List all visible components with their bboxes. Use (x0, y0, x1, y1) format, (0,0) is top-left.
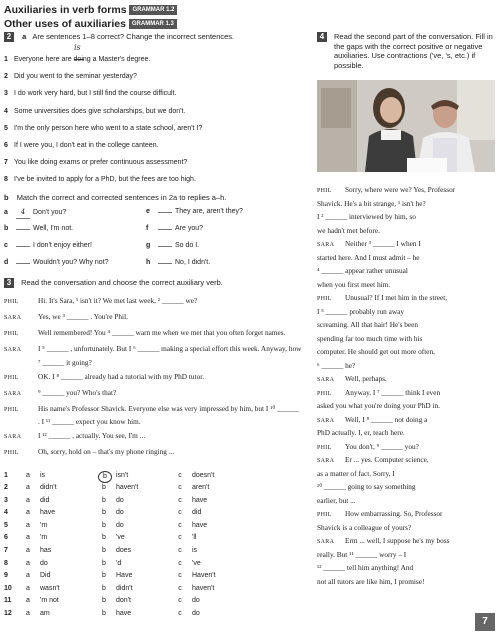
conversation-line (317, 521, 497, 535)
option-number: 7 (4, 547, 8, 555)
option-value-b[interactable]: haven't (116, 484, 139, 492)
option-letter-c[interactable]: c (178, 496, 182, 504)
option-letter-c[interactable]: c (178, 521, 182, 529)
dialogue-text: I ¹² ______ , actually. You see, I'm ... (38, 431, 146, 440)
option-value-a[interactable]: do (40, 559, 48, 567)
reply-item (4, 240, 92, 252)
conversation-line (317, 548, 497, 562)
dialogue-line (4, 446, 302, 460)
reply-item (146, 240, 199, 252)
line-text: I ⁵ ______ probably run away (317, 306, 405, 316)
dialogue (4, 295, 302, 460)
sentence-number: 5 (4, 124, 8, 132)
dialogue-line (4, 387, 302, 401)
dialogue-line (4, 371, 302, 385)
option-row (4, 507, 302, 520)
option-letter-a[interactable]: a (26, 509, 30, 517)
reply-letter: b (4, 224, 9, 232)
option-row (4, 570, 302, 583)
option-number: 12 (4, 610, 12, 618)
speaker-name: PHIL (317, 444, 332, 451)
option-number: 3 (4, 496, 8, 504)
option-letter-a[interactable]: a (26, 534, 30, 542)
conversation-line (317, 197, 497, 211)
option-row (4, 482, 302, 495)
sentence-number: 1 (4, 56, 8, 63)
conversation-line (317, 399, 497, 413)
conversation-line (317, 480, 497, 494)
line-text: not all tutors are like him, I promise! (317, 576, 425, 586)
reply-text: No, I didn't. (175, 258, 211, 266)
line-text: Well, perhaps. (345, 374, 387, 383)
sentence-item (4, 51, 300, 68)
option-value-c[interactable]: doesn't (192, 471, 215, 479)
sentence-text: Did you went to the seminar yesterday? (14, 73, 137, 81)
speaker-name: SARA (4, 390, 22, 397)
sentence-item (4, 137, 300, 154)
speaker-name: PHIL (4, 299, 19, 305)
line-text: screaming. All that hair! He's been (317, 320, 419, 329)
option-number: 4 (4, 509, 8, 517)
strike-mark (74, 59, 84, 60)
option-row (4, 532, 302, 545)
conversation-line (317, 372, 497, 386)
option-value-c[interactable]: Haven't (192, 572, 216, 580)
option-letter-a[interactable]: a (26, 610, 30, 618)
option-value-c[interactable]: 'll (192, 534, 197, 542)
option-value-b[interactable]: does (116, 547, 132, 555)
option-value-a[interactable]: 'm not (40, 597, 59, 605)
conversation-line (317, 359, 497, 373)
line-text: Well, I ⁸ ______ not doing a (345, 414, 428, 424)
reply-letter: d (4, 258, 9, 266)
line-text: ¹⁰ ______ going to say something (317, 482, 416, 491)
speaker-name: PHIL (4, 374, 19, 381)
speaker-name: SARA (4, 347, 22, 353)
reply-letter: c (4, 241, 8, 249)
dialogue-line (4, 327, 302, 341)
sentence-text: Some universities does give scholarships, but we don't. (14, 107, 186, 115)
answer-blank[interactable] (16, 229, 30, 230)
dialogue-line (4, 311, 302, 325)
option-letter-b[interactable]: b (102, 597, 106, 605)
b-instruction: Match the correct and corrected sentences in 2a to replies a–h. (16, 192, 227, 202)
answer-blank[interactable] (158, 212, 172, 213)
conversation-line (317, 237, 497, 251)
dialogue-text: His name's Professor Shavick. Everyone else was very impressed by him, but I ¹⁰ ______ . I ¹¹ ______ expect you know him. (38, 403, 299, 426)
option-value-a[interactable]: have (40, 509, 56, 517)
sentence-text: I'm the only person here who went to a state school, aren't I? (14, 124, 203, 132)
grammar-badge-2[interactable]: GRAMMAR 1.3 (129, 19, 177, 29)
dialogue-text: Well remembered! You ⁴ ______ warn me when we met that you often forget names. (38, 328, 286, 337)
option-value-c[interactable]: do (192, 610, 200, 618)
dialogue-text: OK. I ⁸ ______ already had a tutorial with my PhD tutor. (38, 371, 205, 381)
speaker-name: SARA (317, 458, 335, 464)
answer-blank[interactable]: 4 (16, 206, 30, 219)
line-text: ¹² ______ tell him anything! And (317, 563, 414, 572)
conversation-line (317, 224, 497, 238)
dialogue-text: Oh, sorry, hold on – that's my phone ringing ... (38, 447, 175, 456)
option-letter-a[interactable]: a (26, 484, 30, 492)
option-letter-b[interactable]: b (102, 521, 106, 529)
conversation-line (317, 251, 497, 265)
option-value-a[interactable]: 'm (40, 534, 48, 542)
conversation-part-2 (317, 183, 497, 588)
line-text: as a matter of fact. Sorry, I (317, 468, 395, 478)
option-value-b[interactable]: do (116, 496, 124, 504)
answer-blank[interactable] (158, 229, 172, 230)
option-value-b[interactable]: do (116, 509, 124, 517)
handwritten-correction: is (74, 43, 81, 52)
option-number: 5 (4, 521, 8, 529)
option-row (4, 583, 302, 596)
conversation-line (317, 453, 497, 467)
option-letter-c[interactable]: c (178, 484, 182, 492)
line-text: Shavick. He's a bit strange, ¹ isn't he? (317, 198, 426, 208)
option-value-c[interactable]: did (192, 509, 202, 517)
sentence-number: 2 (4, 73, 8, 81)
line-text: Er ... yes. Computer science, (345, 455, 429, 464)
option-letter-a[interactable]: a (26, 547, 30, 555)
option-value-a[interactable]: is (40, 471, 46, 479)
option-row (4, 470, 302, 483)
line-text: ⁶ ______ he? (317, 360, 356, 370)
option-letter-a[interactable]: a (26, 584, 30, 592)
dialogue-line (4, 403, 302, 428)
option-letter-c[interactable]: c (178, 534, 182, 542)
speaker-name: SARA (4, 315, 22, 321)
option-row (4, 595, 302, 608)
line-text: Erm ... well, I suppose he's my boss (345, 536, 450, 545)
option-letter-b[interactable]: b (102, 509, 106, 517)
speaker-name: SARA (4, 434, 22, 440)
conversation-line (317, 426, 497, 440)
sentence-text: If I were you, I don't eat in the college canteen. (14, 142, 159, 150)
reply-item (4, 223, 73, 235)
option-value-c[interactable]: is (192, 547, 198, 555)
reply-text: I don't enjoy either! (33, 241, 92, 249)
sentence-text: I do work very hard, but I still find the course difficult. (14, 90, 177, 98)
line-text: really. But ¹¹ ______ worry – I (317, 549, 407, 559)
speaker-name: PHIL (317, 390, 332, 397)
option-letter-b[interactable]: b (102, 534, 106, 542)
option-number: 9 (4, 572, 8, 580)
answer-blank[interactable] (158, 263, 172, 264)
conversation-line (317, 318, 497, 332)
conversation-line (317, 561, 497, 575)
conversation-line (317, 386, 497, 400)
option-row (4, 495, 302, 508)
reply-letter: f (146, 224, 149, 232)
answer-blank[interactable] (16, 263, 30, 264)
sentence-number: 4 (4, 107, 8, 115)
line-text: spending far too much time with his (317, 333, 423, 343)
option-letter-a[interactable]: a (26, 496, 30, 504)
reply-text: Wouldn't you? Why not? (33, 258, 109, 266)
conversation-line (317, 440, 497, 454)
option-letter-b[interactable]: b (98, 471, 112, 483)
option-letter-c[interactable]: c (178, 471, 182, 479)
dialogue-text: Hi. It's Sara, ¹ isn't it? We met last week, ² ______ we? (38, 296, 198, 305)
option-value-a[interactable]: wasn't (40, 584, 60, 592)
option-row (4, 545, 302, 558)
dialogue-line (4, 343, 302, 368)
option-value-b[interactable]: Have (116, 572, 133, 580)
speaker-name: SARA (317, 539, 335, 545)
sentence-number: 7 (4, 159, 8, 167)
conversation-line (317, 507, 497, 521)
option-letter-a[interactable]: a (26, 521, 30, 529)
option-letter-c[interactable]: c (178, 572, 182, 580)
reply-text: So do I. (175, 241, 200, 249)
option-value-b[interactable]: don't (116, 597, 131, 605)
option-letter-b[interactable]: b (102, 547, 106, 555)
reply-item (146, 206, 243, 218)
reply-letter: e (146, 207, 150, 215)
reply-letter: h (146, 258, 151, 266)
dialogue-line (4, 295, 302, 309)
sentence-item (4, 103, 300, 120)
line-text: computer. He should get out more often, (317, 347, 435, 356)
conversation-line (317, 413, 497, 427)
option-value-c[interactable]: haven't (192, 584, 215, 592)
conversation-line (317, 183, 497, 197)
part-letter: a (22, 32, 27, 41)
option-number: 1 (4, 471, 8, 479)
exercise-number: 4 (317, 32, 327, 42)
conversation-line (317, 534, 497, 548)
conversation-line (317, 575, 497, 589)
option-letter-a[interactable]: a (26, 597, 30, 605)
reply-grid (4, 206, 300, 274)
line-text: Unusual? If I met him in the street, (345, 293, 448, 302)
reply-text: Are you? (175, 224, 204, 232)
sentence-number: 8 (4, 176, 8, 184)
grammar-badge-1[interactable]: GRAMMAR 1.2 (129, 5, 177, 15)
reply-item (4, 257, 109, 269)
option-letter-c[interactable]: c (178, 509, 182, 517)
answer-blank[interactable] (16, 246, 30, 247)
option-letter-a[interactable]: a (26, 572, 30, 580)
section-header (4, 4, 177, 31)
speaker-name: PHIL (317, 188, 332, 194)
option-letter-b[interactable]: b (102, 484, 106, 492)
option-number: 11 (4, 597, 12, 605)
option-value-c[interactable]: have (192, 496, 208, 504)
exercise-instruction: Read the conversation and choose the correct auxiliary verb. (21, 278, 223, 287)
reply-letter: g (146, 241, 151, 249)
option-value-c[interactable]: aren't (192, 484, 210, 492)
option-letter-c[interactable]: c (178, 559, 182, 567)
conversation-line (317, 291, 497, 305)
conversation-line (317, 210, 497, 224)
option-value-a[interactable]: am (40, 610, 50, 618)
conversation-line (317, 278, 497, 292)
page-number: 7 (475, 613, 495, 631)
option-value-a[interactable]: Did (40, 572, 51, 580)
option-value-b[interactable]: 'd (116, 559, 122, 567)
exercise-4 (317, 32, 495, 70)
option-row (4, 520, 302, 533)
line-text: we hadn't met before. (317, 225, 380, 235)
speaker-name: PHIL (4, 406, 19, 413)
reply-text: They are, aren't they? (175, 207, 243, 215)
option-row (4, 558, 302, 571)
conversation-line (317, 345, 497, 359)
dialogue-text: I ⁵ ______ , unfortunately. But I ⁶ ______ making a special effort this week. Anyway, how ⁷ ______ it going? (38, 344, 302, 367)
line-text: Neither ³ ______ I when I (345, 239, 421, 248)
reply-item (146, 223, 203, 235)
reply-text: Well, I'm not. (33, 224, 74, 232)
option-value-b[interactable]: didn't (116, 584, 133, 592)
option-letter-b[interactable]: b (102, 584, 106, 592)
speaker-name: PHIL (4, 450, 19, 456)
line-text: How embarrassing. So, Professor (345, 509, 443, 518)
conversation-line (317, 332, 497, 346)
exercise-2 (4, 32, 300, 274)
option-value-c[interactable]: do (192, 597, 200, 605)
dialogue-line (4, 430, 302, 444)
sentence-item (4, 154, 300, 171)
reply-text: Don't you? (33, 208, 67, 216)
line-text: earlier, but ... (317, 495, 356, 505)
reply-item (146, 257, 210, 269)
part-letter-b: b (4, 192, 9, 202)
speaker-name: PHIL (317, 512, 332, 518)
photo-illustration (317, 80, 495, 172)
sentence-list (4, 51, 300, 189)
speaker-name: SARA (317, 417, 335, 424)
line-text: I ² ______ interviewed by him, so (317, 212, 416, 221)
reply-item (4, 206, 66, 219)
option-letter-c[interactable]: c (178, 547, 182, 555)
option-letter-b[interactable]: b (102, 610, 106, 618)
option-value-c[interactable]: 've (192, 559, 201, 567)
sentence-item (4, 85, 300, 102)
option-letter-b[interactable]: b (102, 572, 106, 580)
option-letter-a[interactable]: a (26, 559, 30, 567)
sentence-item (4, 120, 300, 137)
option-letter-b[interactable]: b (102, 496, 106, 504)
exercise-instruction: Read the second part of the conversation. Fill in the gaps with the correct positive or negative auxiliaries. Use contractions ('ve, 's, etc.) if possible. (334, 32, 493, 70)
exercise-instruction: Are sentences 1–8 correct? Change the incorrect sentences. (32, 32, 235, 41)
sentence-item (4, 68, 300, 85)
speaker-name: SARA (317, 377, 335, 383)
option-value-b[interactable]: 've (116, 534, 125, 542)
photo-two-people (317, 80, 495, 172)
line-text: when you first meet him. (317, 279, 391, 289)
option-number: 8 (4, 559, 8, 567)
option-value-a[interactable]: didn't (40, 484, 57, 492)
exercise-number: 3 (4, 278, 14, 288)
line-text: PhD actually. I, er, teach here. (317, 428, 405, 437)
option-value-a[interactable]: has (40, 547, 52, 555)
speaker-name: PHIL (4, 331, 19, 337)
option-value-c[interactable]: have (192, 521, 208, 529)
option-value-b[interactable]: do (116, 521, 124, 529)
option-letter-a[interactable]: a (26, 471, 30, 479)
sentence-item (4, 171, 300, 188)
conversation-line (317, 305, 497, 319)
header-title-2: Other uses of auxiliaries (4, 18, 126, 30)
option-number: 10 (4, 584, 12, 592)
conversation-line (317, 494, 497, 508)
option-value-b[interactable]: have (116, 610, 132, 618)
line-text: ⁴ ______ appear rather unusual (317, 266, 408, 275)
option-letter-b[interactable]: b (102, 559, 106, 567)
exercise-3 (4, 277, 302, 621)
conversation-line (317, 264, 497, 278)
option-letter-c[interactable]: c (178, 597, 182, 605)
line-text: Shavick is a colleague of yours? (317, 522, 412, 532)
option-letter-c[interactable]: c (178, 610, 182, 618)
line-text: Sorry, where were we? Yes, Professor (345, 185, 456, 194)
sentence-text: Everyone here are doing a Master's degree. (14, 56, 151, 63)
option-value-b[interactable]: isn't (116, 471, 129, 479)
dialogue-text: Yes, we ³ ______ . You're Phil. (38, 312, 128, 321)
line-text: started here. And I must admit – he (317, 252, 420, 262)
option-value-a[interactable]: did (40, 496, 50, 504)
speaker-name: PHIL (317, 296, 332, 302)
dialogue-text: ⁹ ______ you? Who's that? (38, 387, 117, 397)
line-text: Anyway. I ⁷ ______ think I even (345, 387, 441, 397)
reply-letter: a (4, 208, 8, 216)
conversation-line (317, 467, 497, 481)
exercise-number: 2 (4, 32, 14, 42)
sentence-text: You like doing exams or prefer continuous assessment? (14, 159, 188, 167)
option-value-a[interactable]: 'm (40, 521, 48, 529)
answer-blank[interactable] (158, 246, 172, 247)
option-row (4, 608, 302, 621)
options-table (4, 470, 302, 621)
option-number: 2 (4, 484, 8, 492)
sentence-text: I've be invited to apply for a PhD, but the fees are too high. (14, 176, 196, 184)
speaker-name: SARA (317, 242, 335, 248)
line-text: asked you what you're doing your PhD in. (317, 401, 440, 410)
sentence-number: 6 (4, 142, 8, 150)
option-letter-c[interactable]: c (178, 584, 182, 592)
option-number: 6 (4, 534, 8, 542)
line-text: You don't, ⁹ ______ you? (345, 441, 419, 451)
header-title-1: Auxiliaries in verb forms (4, 4, 127, 16)
sentence-number: 3 (4, 90, 8, 98)
